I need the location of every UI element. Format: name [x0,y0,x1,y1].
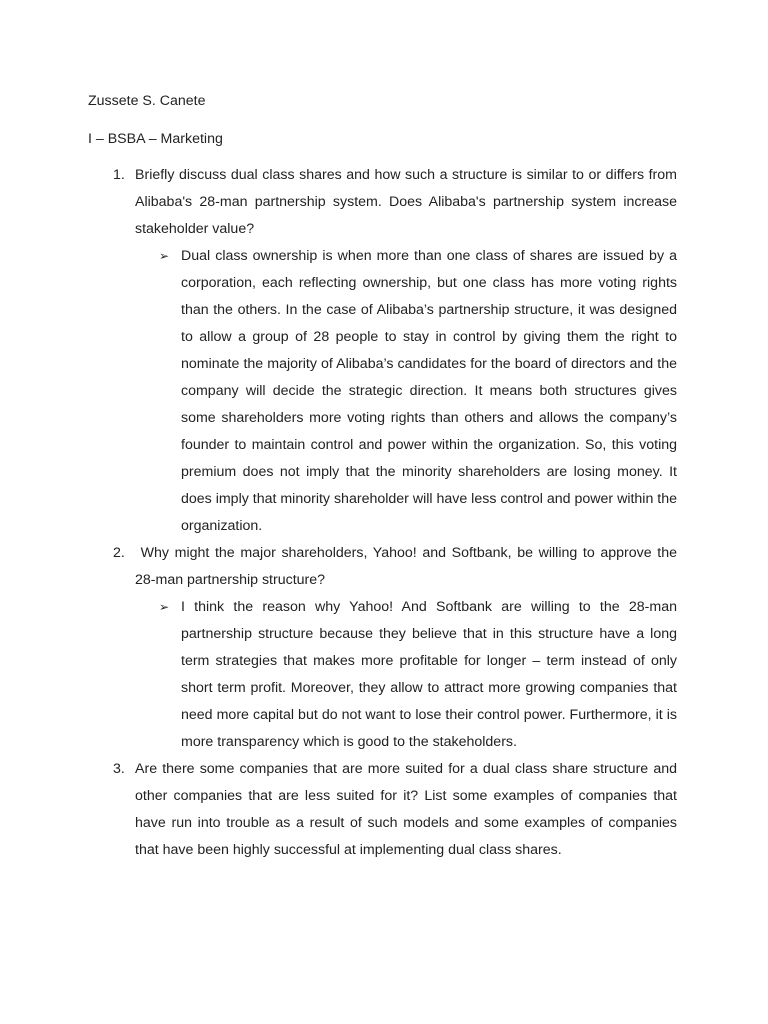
arrowhead-bullet-icon: ➢ [159,600,170,614]
course-label: I – BSBA – Marketing [88,131,223,147]
question-item-2 [0,540,768,756]
question-text: Why might the major shareholders, Yahoo! and Softbank, be willing to approve the 28-man partnership structure? [135,545,681,588]
answer-text: Dual class ownership is when more than one class of shares are issued by a corporation, each reflecting ownership, but one class has more voting rights than the others. In the case of Alibaba’s partnership structure, it was designed to allow a group of 28 people to stay in control by giving them the right to nominate the majority of Alibaba’s candidates for the board of directors and the company will decide the strategic direction. It means both structures gives some shareholders more voting rights than others and allows the company’s founder to maintain control and power within the organization. So, this voting premium does not imply that the minority shareholders are losing money. It does imply that minority shareholder will have less control and power within the organization. [181,248,678,534]
question-number: 2. [113,545,125,561]
student-name: Zussete S. Canete [88,93,206,109]
arrowhead-bullet-icon: ➢ [159,249,170,263]
question-number: 3. [113,761,125,777]
answer-block [159,594,677,756]
question-number: 1. [113,167,125,183]
answer-block [159,243,678,540]
question-text: Briefly discuss dual class shares and how such a structure is similar to or differs from Alibaba's 28-man partnership system. Does Alibaba's partnership system increase stakeholder value? [135,167,677,237]
question-list [0,162,768,864]
question-text: Are there some companies that are more suited for a dual class share structure and other companies that are less suited for it? List some examples of companies that have run into trouble as a result of such models and some examples of companies that have been highly successful at implementing dual class shares. [135,761,677,858]
answer-text: I think the reason why Yahoo! And Softbank are willing to the 28-man partnership structure because they believe that in this structure have a long term strategies that makes more profitable for longer – term instead of only short term profit. Moreover, they allow to attract more growing companies that need more capital but do not want to lose their control power. Furthermore, it is more transparency which is good to the stakeholders. [181,599,677,750]
question-item-3 [0,756,768,864]
question-item-1 [0,162,768,540]
